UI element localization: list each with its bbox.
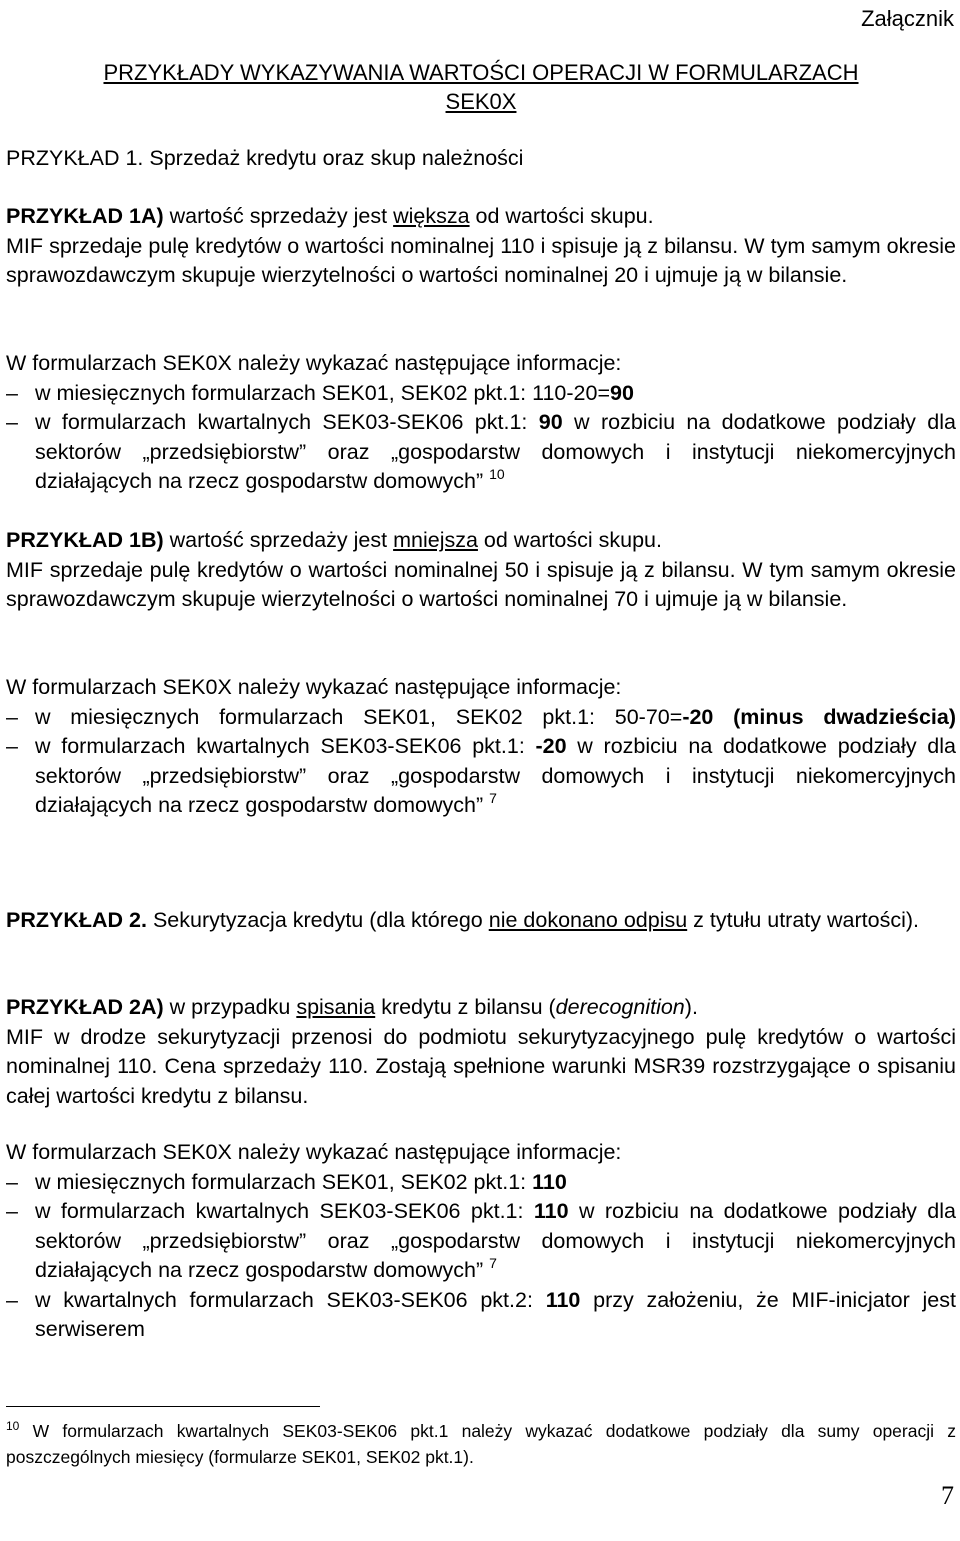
value: 90 [610, 380, 634, 405]
text: od wartości skupu. [469, 204, 654, 228]
value: 110 [545, 1287, 581, 1312]
text: kredytu z bilansu ( [375, 995, 556, 1019]
footnote-ref[interactable]: 7 [489, 790, 497, 806]
example-2a-list [6, 1138, 956, 1345]
example-1a-list [6, 349, 956, 497]
text: w miesięcznych formularzach SEK01, SEK02 pkt.1: 50-70= [35, 704, 683, 729]
text: wartość sprzedaży jest [163, 204, 394, 228]
page-title [6, 58, 956, 116]
text: w rozbiciu na dodatkowe podziały dla sektorów „przedsiębiorstw” oraz „gospodarstw domowych i instytucji niekomercyjnych działających na rzecz gospodarstw domowych” [35, 1199, 956, 1282]
example-1a-intro [6, 202, 956, 232]
page-number: 7 [941, 1481, 954, 1510]
dash-bullet: – [6, 410, 18, 434]
footnote [6, 1418, 956, 1470]
example-2a [6, 993, 956, 1111]
text: w miesięcznych formularzach SEK01, SEK02 pkt.1: 110-20= [35, 380, 611, 405]
example-2a-intro [6, 993, 956, 1023]
list-item [6, 1197, 956, 1286]
attachment-label: Załącznik [861, 6, 954, 31]
value: -20 [535, 734, 567, 758]
example-1-heading: PRZYKŁAD 1. Sprzedaż kredytu oraz skup należności [6, 146, 524, 170]
list-intro: W formularzach SEK0X należy wykazać następujące informacje: [6, 1140, 622, 1164]
example-1a [6, 202, 956, 291]
text: w formularzach kwartalnych SEK03-SEK06 pkt.1: [35, 734, 536, 758]
text: Sekurytyzacja kredytu (dla którego [146, 908, 489, 932]
text: w przypadku [163, 995, 297, 1019]
text: w kwartalnych formularzach SEK03-SEK06 pkt.2: [35, 1287, 546, 1312]
footnote-ref[interactable]: 10 [489, 466, 505, 482]
page-title-line1: PRZYKŁADY WYKAZYWANIA WARTOŚCI OPERACJI W FORMULARZACH [103, 60, 859, 85]
dash-bullet: – [6, 1199, 18, 1223]
example-1b-list [6, 673, 956, 821]
footnote-number: 10 [6, 1419, 20, 1433]
dash-bullet: – [6, 380, 18, 405]
dash-bullet: – [6, 1287, 18, 1312]
list-item [6, 379, 956, 409]
footnote-divider [6, 1406, 320, 1407]
text: w miesięcznych formularzach SEK01, SEK02 pkt.1: [35, 1169, 533, 1194]
list-item [6, 1286, 956, 1345]
list-item [6, 1168, 956, 1198]
emphasis-underline: większa [393, 204, 470, 228]
list-item [6, 732, 956, 821]
dash-bullet: – [6, 1169, 18, 1194]
footnote-text: W formularzach kwartalnych SEK03-SEK06 pkt.1 należy wykazać dodatkowe podziały dla sumy operacji z poszczególnych miesięcy (formularze SEK01, SEK02 pkt.1). [6, 1421, 956, 1467]
text: od wartości skupu. [477, 528, 662, 552]
example-1a-label: PRZYKŁAD 1A) [6, 204, 164, 228]
example-1b [6, 526, 956, 615]
value: 90 [538, 410, 563, 434]
example-1b-intro [6, 526, 956, 556]
value: 110 [532, 1169, 567, 1194]
list-item [6, 408, 956, 497]
list-intro: W formularzach SEK0X należy wykazać następujące informacje: [6, 675, 622, 699]
value: 110 [533, 1199, 569, 1223]
example-2-label: PRZYKŁAD 2. [6, 908, 147, 932]
emphasis-underline: nie dokonano odpisu [488, 908, 688, 932]
example-1b-description: MIF sprzedaje pulę kredytów o wartości nominalnej 50 i spisuje ją z bilansu. W tym samym okresie sprawozdawczym skupuje wierzytelności o wartości nominalnej 70 i ujmuje ją w bilansie. [6, 557, 956, 611]
value: -20 (minus dwadzieścia) [682, 704, 956, 729]
text: w formularzach kwartalnych SEK03-SEK06 pkt.1: [35, 410, 539, 434]
text: przy założeniu, że MIF-inicjator jest serwiserem [35, 1287, 956, 1341]
dash-bullet: – [6, 704, 18, 729]
text: w formularzach kwartalnych SEK03-SEK06 pkt.1: [35, 1199, 534, 1223]
dash-bullet: – [6, 734, 18, 758]
text: w rozbiciu na dodatkowe podziały dla sektorów „przedsiębiorstw” oraz „gospodarstw domowych i instytucji niekomercyjnych działających na rzecz gospodarstw domowych” [35, 410, 956, 493]
example-1a-description: MIF sprzedaje pulę kredytów o wartości nominalnej 110 i spisuje ją z bilansu. W tym samym okresie sprawozdawczym skupuje wierzytelności o wartości nominalnej 20 i ujmuje ją w bilansie. [6, 233, 956, 287]
example-2-heading [6, 906, 956, 936]
example-2a-label: PRZYKŁAD 2A) [6, 995, 164, 1019]
list-intro: W formularzach SEK0X należy wykazać następujące informacje: [6, 351, 622, 375]
text: w rozbiciu na dodatkowe podziały dla sektorów „przedsiębiorstw” oraz „gospodarstw domowych i instytucji niekomercyjnych działających na rzecz gospodarstw domowych” [35, 734, 956, 817]
text: ). [684, 995, 698, 1019]
example-2-intro [6, 906, 956, 936]
example-2a-description: MIF w drodze sekurytyzacji przenosi do podmiotu sekurytyzacyjnego pulę kredytów o wartości nominalnej 110. Cena sprzedaży 110. Zostają spełnione warunki MSR39 rozstrzygające o spisaniu całej wartości kredytu z bilansu. [6, 1024, 956, 1108]
list-item [6, 703, 956, 733]
footnote-ref[interactable]: 7 [489, 1255, 497, 1271]
example-1b-label: PRZYKŁAD 1B) [6, 528, 164, 552]
page-title-line2: SEK0X [445, 89, 517, 114]
emphasis-underline: mniejsza [393, 528, 478, 552]
text: wartość sprzedaży jest [163, 528, 394, 552]
emphasis-underline: spisania [296, 995, 376, 1019]
term-italic: derecognition [555, 995, 685, 1019]
text: z tytułu utraty wartości). [687, 908, 919, 932]
